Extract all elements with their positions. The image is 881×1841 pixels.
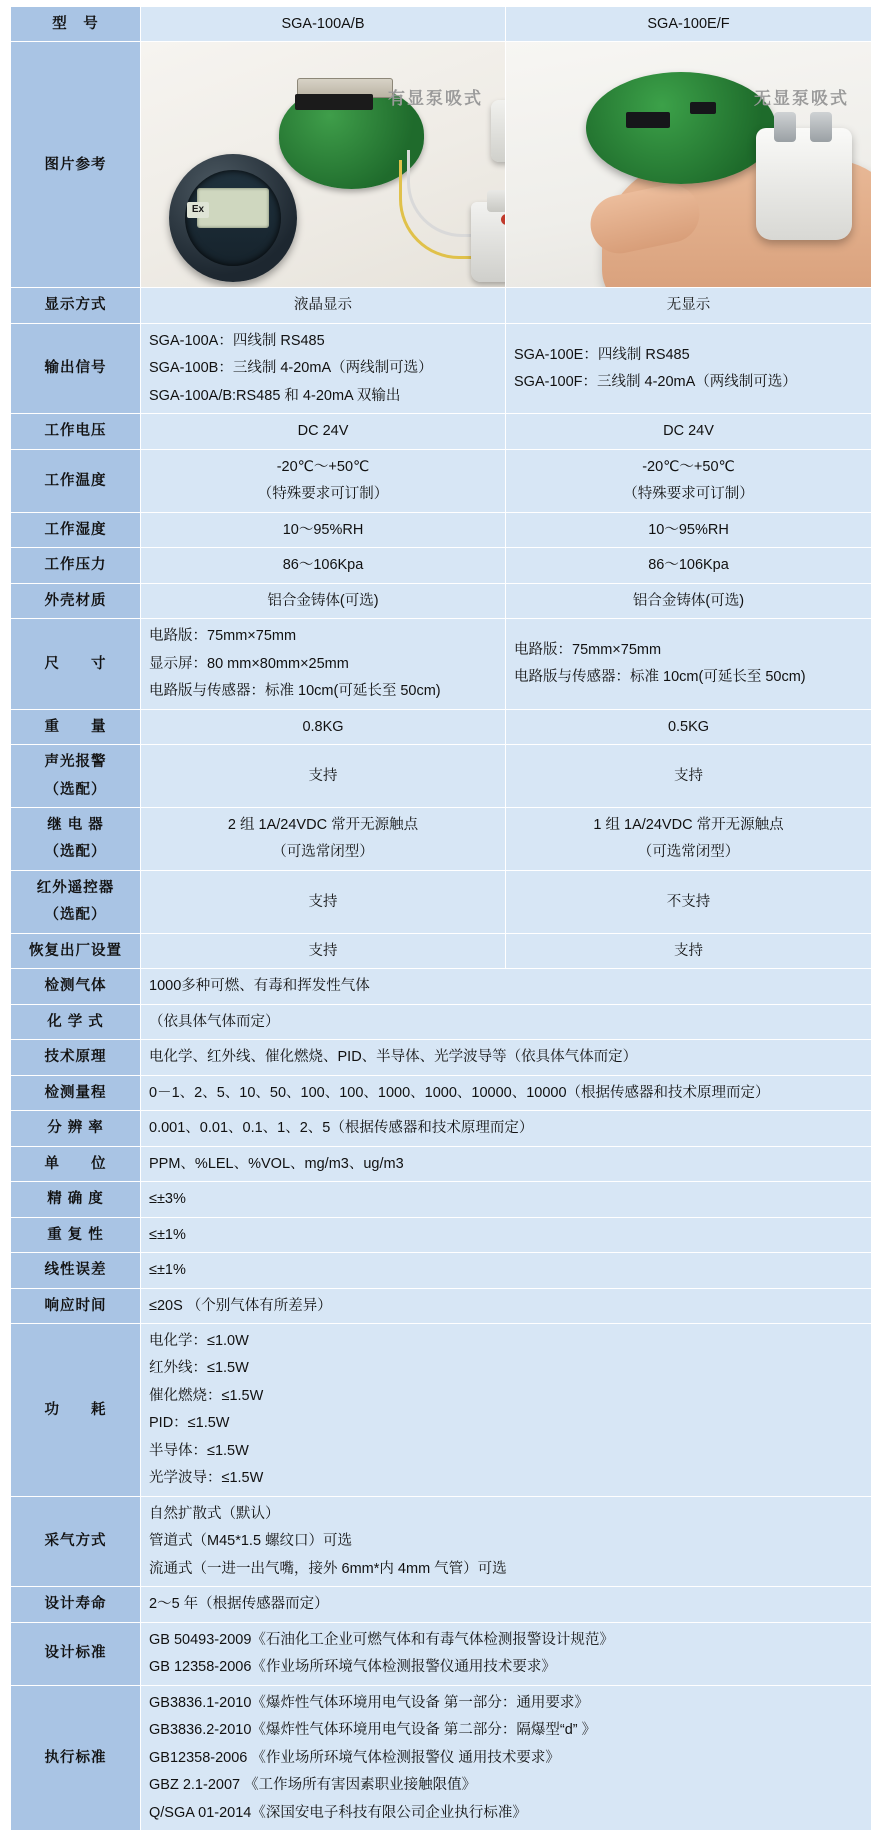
power-line: PID：≤1.5W — [149, 1415, 230, 1432]
relay-line: （可选常闭型） — [272, 844, 374, 861]
output-line: SGA-100E：四线制 RS485 — [514, 346, 690, 363]
table-row-reset — [11, 933, 872, 968]
output-col-1 — [141, 323, 506, 413]
row-label-line: 继 电 器 — [47, 816, 104, 833]
table-row-voltage — [11, 414, 872, 449]
row-label-voltage: 工作电压 — [11, 414, 141, 449]
chip-icon — [626, 112, 670, 128]
exec-standard-value — [141, 1685, 872, 1830]
reset-col-2: 支持 — [506, 933, 872, 968]
temperature-line: -20℃～+50℃ — [276, 458, 370, 475]
standard-line: GBZ 2.1-2007 《工作场所有害因素职业接触限值》 — [149, 1777, 477, 1794]
table-row-sampling — [11, 1496, 872, 1586]
table-row-life — [11, 1587, 872, 1622]
shell-col-1: 铝合金铸体(可选) — [141, 583, 506, 618]
row-label-sampling: 采气方式 — [11, 1496, 141, 1586]
table-row-accuracy — [11, 1182, 872, 1217]
relay-line: （可选常闭型） — [637, 844, 740, 861]
sensor-indicator-dot — [501, 214, 505, 225]
row-label-line: 红外遥控器 — [36, 879, 115, 896]
sampling-value — [141, 1496, 872, 1586]
row-label-power: 功 耗 — [11, 1324, 141, 1497]
table-row-gas — [11, 969, 872, 1004]
row-label-design-standard: 设计标准 — [11, 1622, 141, 1685]
table-row-display — [11, 288, 872, 323]
photo-caption-ef: 无显泵吸式 — [754, 89, 849, 109]
row-label-principle: 技术原理 — [11, 1040, 141, 1075]
power-line: 红外线：≤1.5W — [149, 1360, 249, 1377]
temperature-line: -20℃～+50℃ — [642, 458, 735, 475]
remote-col-2: 不支持 — [506, 870, 872, 933]
row-label-display: 显示方式 — [11, 288, 141, 323]
range-value: 0－1、2、5、10、50、100、100、1000、1000、10000、10000（根据传感器和技术原理而定） — [141, 1075, 872, 1110]
output-line: SGA-100A：四线制 RS485 — [149, 332, 325, 349]
row-label-relay — [11, 807, 141, 870]
product-photo-ab — [141, 42, 505, 287]
power-value — [141, 1324, 872, 1497]
standard-line: Q/SGA 01-2014《深国安电子科技有限公司企业执行标准》 — [149, 1804, 527, 1821]
sensor-housing-icon — [471, 202, 505, 282]
row-label-photo: 图片参考 — [11, 42, 141, 288]
pump-sensor-icon — [756, 128, 852, 240]
response-value: ≤20S （个别气体有所差异） — [141, 1288, 872, 1323]
sampling-line: 自然扩散式（默认） — [149, 1505, 280, 1522]
temperature-line: （特殊要求可订制） — [257, 486, 389, 503]
size-line: 电路版与传感器：标准 10cm(可延长至 50cm) — [149, 683, 441, 700]
photo-cell-ab — [141, 42, 506, 288]
row-label-line: 声光报警 — [44, 754, 107, 771]
power-line: 光学波导：≤1.5W — [149, 1470, 264, 1487]
table-row-unit — [11, 1146, 872, 1181]
row-label-line: （选配） — [44, 781, 107, 798]
row-label-exec-standard: 执行标准 — [11, 1685, 141, 1830]
table-row-size — [11, 619, 872, 709]
repeat-value: ≤±1% — [141, 1217, 872, 1252]
table-row-exec-standard — [11, 1685, 872, 1830]
table-row-linearity — [11, 1253, 872, 1288]
standard-line: GB3836.2-2010《爆炸性气体环境用电气设备 第二部分：隔爆型“d” 》 — [149, 1722, 597, 1739]
linearity-value: ≤±1% — [141, 1253, 872, 1288]
pressure-col-2: 86～106Kpa — [506, 548, 872, 583]
standard-line: GB 12358-2006《作业场所环境气体检测报警仪通用技术要求》 — [149, 1659, 556, 1676]
gas-value: 1000多种可燃、有毒和挥发性气体 — [141, 969, 872, 1004]
sampling-line: 流通式（一进一出气嘴，接外 6mm*内 4mm 气管）可选 — [149, 1560, 507, 1577]
row-label-response: 响应时间 — [11, 1288, 141, 1323]
weight-col-2: 0.5KG — [506, 709, 872, 744]
table-row-temperature — [11, 449, 872, 512]
photo-cell-ef — [506, 42, 872, 288]
size-col-2 — [506, 619, 872, 709]
model-col-1: SGA-100A/B — [141, 7, 506, 42]
table-row-weight — [11, 709, 872, 744]
table-row-resolution — [11, 1111, 872, 1146]
row-label-output: 输出信号 — [11, 323, 141, 413]
row-label-weight: 重 量 — [11, 709, 141, 744]
row-label-humidity: 工作湿度 — [11, 512, 141, 547]
resolution-value: 0.001、0.01、0.1、1、2、5（根据传感器和技术原理而定） — [141, 1111, 872, 1146]
row-label-pressure: 工作压力 — [11, 548, 141, 583]
size-line: 电路版：75mm×75mm — [149, 628, 297, 645]
relay-line: 2 组 1A/24VDC 常开无源触点 — [227, 816, 419, 833]
gas-nozzle-icon — [810, 112, 832, 142]
row-label-shell: 外壳材质 — [11, 583, 141, 618]
table-row-model — [11, 7, 872, 42]
product-photo-ef — [506, 42, 871, 287]
table-row-formula — [11, 1004, 872, 1039]
accuracy-value: ≤±3% — [141, 1182, 872, 1217]
voltage-col-2: DC 24V — [506, 414, 872, 449]
output-col-2 — [506, 323, 872, 413]
table-row-response — [11, 1288, 872, 1323]
life-value: 2～5 年（根据传感器而定） — [141, 1587, 872, 1622]
temperature-col-2 — [506, 449, 872, 512]
alarm-col-1: 支持 — [141, 745, 506, 808]
pressure-col-1: 86～106Kpa — [141, 548, 506, 583]
table-row-principle — [11, 1040, 872, 1075]
display-col-1: 液晶显示 — [141, 288, 506, 323]
principle-value: 电化学、红外线、催化燃烧、PID、半导体、光学波导等（依具体气体而定） — [141, 1040, 872, 1075]
row-label-line: （选配） — [44, 907, 107, 924]
gas-nozzle-icon — [774, 112, 796, 142]
model-col-2: SGA-100E/F — [506, 7, 872, 42]
remote-col-1: 支持 — [141, 870, 506, 933]
output-line: SGA-100A/B:RS485 和 4-20mA 双输出 — [149, 387, 401, 404]
relay-col-1 — [141, 807, 506, 870]
display-col-2: 无显示 — [506, 288, 872, 323]
temperature-line: （特殊要求可订制） — [623, 486, 754, 503]
standard-line: GB12358-2006 《作业场所环境气体检测报警仪 通用技术要求》 — [149, 1749, 560, 1766]
row-label-range: 检测量程 — [11, 1075, 141, 1110]
table-row-shell — [11, 583, 872, 618]
size-line: 显示屏：80 mm×80mm×25mm — [149, 655, 349, 672]
output-line: SGA-100F：三线制 4-20mA（两线制可选） — [514, 374, 797, 391]
row-label-repeat: 重 复 性 — [11, 1217, 141, 1252]
table-row-photo — [11, 42, 872, 288]
sensor-gold-pin-icon — [491, 100, 505, 162]
display-meter-icon — [169, 154, 297, 282]
row-label-resolution: 分 辨 率 — [11, 1111, 141, 1146]
formula-value: （依具体气体而定） — [141, 1004, 872, 1039]
specification-table — [10, 6, 872, 1831]
table-row-output — [11, 323, 872, 413]
table-row-relay — [11, 807, 872, 870]
weight-col-1: 0.8KG — [141, 709, 506, 744]
relay-line: 1 组 1A/24VDC 常开无源触点 — [593, 816, 784, 833]
table-row-pressure — [11, 548, 872, 583]
circuit-board-icon — [586, 72, 776, 184]
chip-icon — [690, 102, 716, 114]
design-standard-value — [141, 1622, 872, 1685]
unit-value: PPM、%LEL、%VOL、mg/m3、ug/m3 — [141, 1146, 872, 1181]
power-line: 催化燃烧：≤1.5W — [149, 1387, 264, 1404]
table-row-range — [11, 1075, 872, 1110]
table-row-alarm — [11, 745, 872, 808]
alarm-col-2: 支持 — [506, 745, 872, 808]
size-line: 电路版与传感器：标准 10cm(可延长至 50cm) — [514, 669, 806, 686]
size-line: 电路版：75mm×75mm — [514, 641, 662, 658]
terminal-block-icon — [297, 78, 393, 98]
temperature-col-1 — [141, 449, 506, 512]
standard-line: GB3836.1-2010《爆炸性气体环境用电气设备 第一部分：通用要求》 — [149, 1694, 589, 1711]
row-label-life: 设计寿命 — [11, 1587, 141, 1622]
table-row-design-standard — [11, 1622, 872, 1685]
power-line: 半导体：≤1.5W — [149, 1442, 249, 1459]
row-label-remote — [11, 870, 141, 933]
row-label-formula: 化 学 式 — [11, 1004, 141, 1039]
relay-col-2 — [506, 807, 872, 870]
humidity-col-1: 10～95%RH — [141, 512, 506, 547]
photo-caption-ab: 有显泵吸式 — [388, 89, 483, 109]
table-row-remote — [11, 870, 872, 933]
shell-col-2: 铝合金铸体(可选) — [506, 583, 872, 618]
row-label-accuracy: 精 确 度 — [11, 1182, 141, 1217]
table-row-power — [11, 1324, 872, 1497]
voltage-col-1: DC 24V — [141, 414, 506, 449]
row-label-gas: 检测气体 — [11, 969, 141, 1004]
humidity-col-2: 10～95%RH — [506, 512, 872, 547]
row-label-reset: 恢复出厂设置 — [11, 933, 141, 968]
reset-col-1: 支持 — [141, 933, 506, 968]
sampling-line: 管道式（M45*1.5 螺纹口）可选 — [149, 1533, 353, 1550]
table-row-humidity — [11, 512, 872, 547]
output-line: SGA-100B：三线制 4-20mA（两线制可选） — [149, 360, 433, 377]
row-label-size: 尺 寸 — [11, 619, 141, 709]
standard-line: GB 50493-2009《石油化工企业可燃气体和有毒气体检测报警设计规范》 — [149, 1631, 614, 1648]
ex-mark-icon: Ex — [187, 202, 209, 218]
row-label-temperature: 工作温度 — [11, 449, 141, 512]
row-label-linearity: 线性误差 — [11, 1253, 141, 1288]
row-label-alarm — [11, 745, 141, 808]
size-col-1 — [141, 619, 506, 709]
row-label-model: 型 号 — [11, 7, 141, 42]
row-label-line: （选配） — [44, 844, 107, 861]
power-line: 电化学：≤1.0W — [149, 1333, 249, 1349]
table-row-repeat — [11, 1217, 872, 1252]
row-label-unit: 单 位 — [11, 1146, 141, 1181]
